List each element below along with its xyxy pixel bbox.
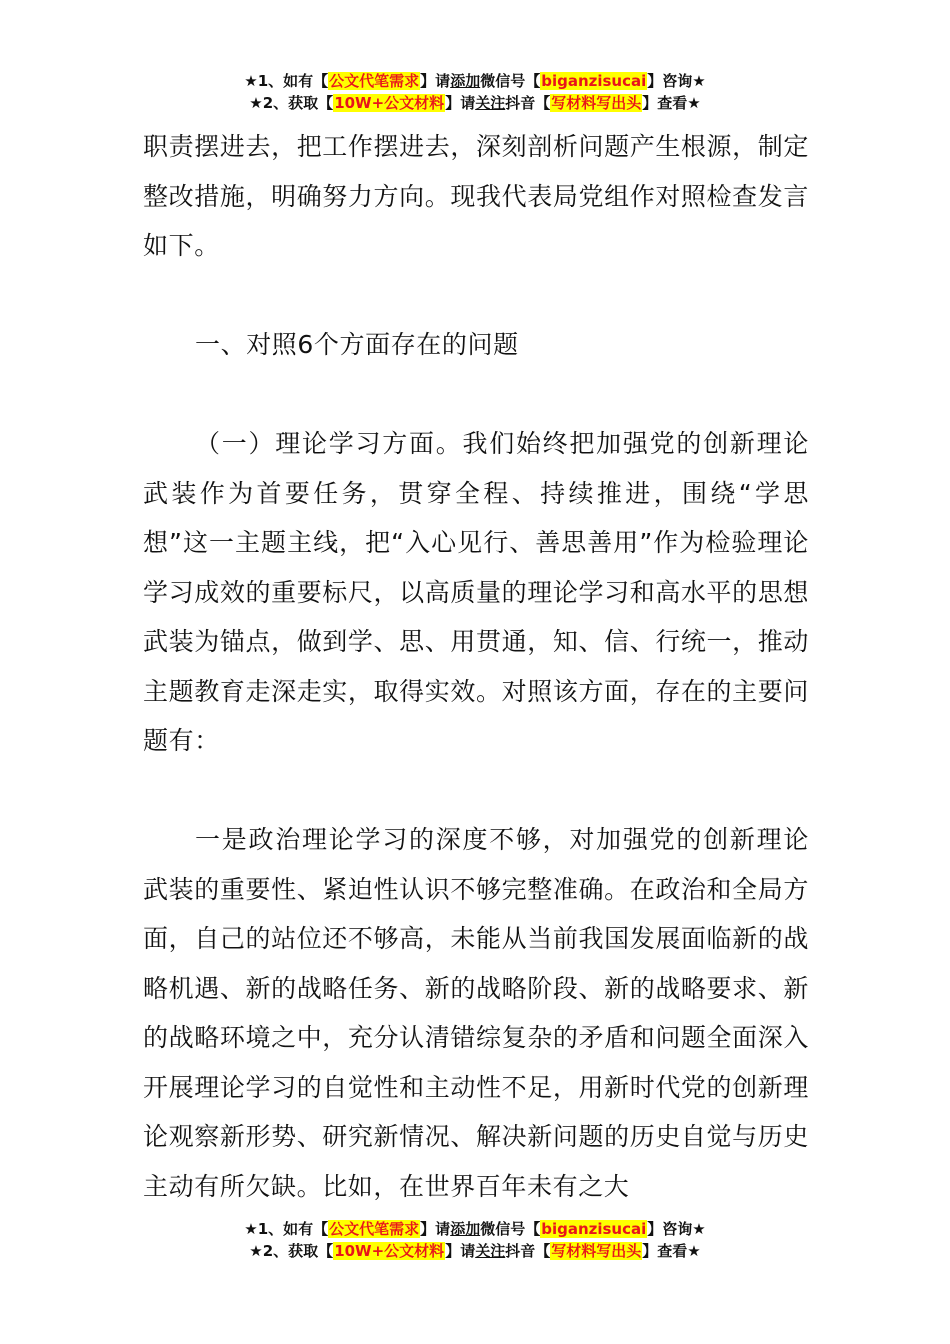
highlight-wechat-id: biganzisucai [541,72,647,90]
highlight-materials: 10W+公文材料 [334,1242,445,1260]
paragraph-3: 一是政治理论学习的深度不够，对加强党的创新理论武装的重要性、紧迫性认识不够完整准确。在政治和全局方面，自己的站位还不够高，未能从当前我国发展面临新的战略机遇、新的战略任务、新的战略阶段、新的战略要求、新的战略环境之中，充分认清错综复杂的矛盾和问题全面深入开展理论学习的自觉性和主动性不足，用新时代党的创新理论观察新形势、研究新情况、解决新问题的历史自觉与历史主动有所欠缺。比如，在世界百年未有之大 [143,825,809,1201]
banner-line-1: ★1、如有【公文代笔需求】请添加微信号【biganzisucai】咨询★ [244,72,706,90]
paragraph-gap [143,370,809,420]
section-heading: 一、对照6个方面存在的问题 [195,330,519,359]
document-body [143,122,809,1211]
paragraph-gap [143,766,809,816]
footer-banner [0,1218,950,1262]
highlight-ghostwriting: 公文代笔需求 [329,72,420,90]
paragraph-1: 职责摆进去，把工作摆进去，深刻剖析问题产生根源，制定整改措施，明确努力方向。现我代表局党组作对照检查发言如下。 [143,132,809,260]
highlight-ghostwriting: 公文代笔需求 [329,1220,420,1238]
paragraph-2: （一）理论学习方面。我们始终把加强党的创新理论武装作为首要任务，贯穿全程、持续推进，围绕“学思想”这一主题主线，把“入心见行、善思善用”作为检验理论学习成效的重要标尺，以高质量的理论学习和高水平的思想武装为锚点，做到学、思、用贯通，知、信、行统一，推动主题教育走深走实，取得实效。对照该方面，存在的主要问题有： [143,429,809,755]
highlight-materials: 10W+公文材料 [334,94,445,112]
banner-line-2: ★2、获取【10W+公文材料】请关注抖音【写材料写出头】查看★ [249,94,701,112]
highlight-douyin: 写材料写出头 [551,1242,642,1260]
highlight-wechat-id: biganzisucai [541,1220,647,1238]
banner-line-1: ★1、如有【公文代笔需求】请添加微信号【biganzisucai】咨询★ [244,1220,706,1238]
header-banner [0,70,950,114]
highlight-douyin: 写材料写出头 [551,94,642,112]
banner-line-2: ★2、获取【10W+公文材料】请关注抖音【写材料写出头】查看★ [249,1242,701,1260]
paragraph-gap [143,271,809,321]
